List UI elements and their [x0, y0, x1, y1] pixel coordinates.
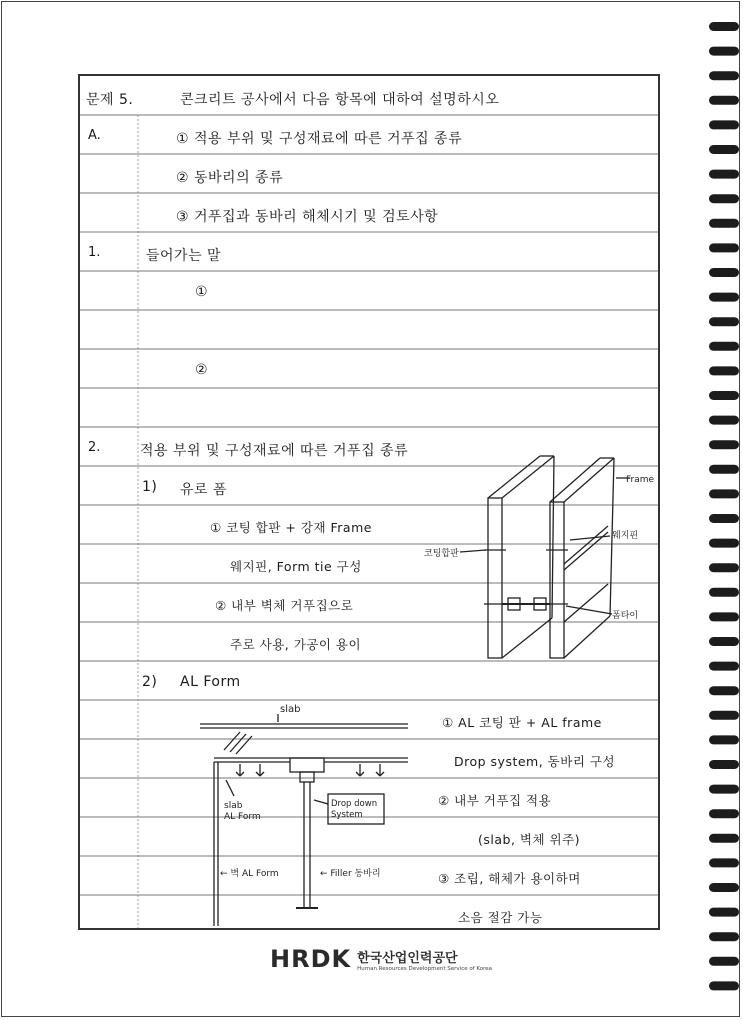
item-3: ③ 거푸집과 동바리 해체시기 및 검토사항 [176, 209, 439, 225]
section1-point-row-1 [80, 273, 658, 311]
spiral-coil [709, 785, 739, 794]
spiral-coil [709, 834, 739, 843]
spiral-coil [709, 366, 739, 375]
answer-row-2 [80, 156, 658, 194]
spiral-coil [709, 293, 739, 302]
label-drop-down: Drop down System [331, 799, 378, 820]
org-name-korean: 한국산업인력공단 [357, 950, 458, 966]
spiral-coil [709, 145, 739, 154]
section2-title: 적용 부위 및 구성재료에 따른 거푸집 종류 [140, 443, 409, 459]
spiral-coil [709, 858, 739, 867]
question-row [80, 78, 658, 116]
label-slab-al-form: slab AL Form [224, 801, 261, 822]
spiral-coil [709, 588, 739, 597]
spiral-coil [709, 22, 739, 31]
spiral-coil [709, 416, 739, 425]
spiral-coil [709, 908, 739, 917]
item-2: ② 동바리의 종류 [176, 170, 284, 186]
spiral-coil [709, 637, 739, 646]
section2-number: 2. [88, 440, 101, 455]
section1-point-row-2 [80, 351, 658, 389]
section1-number: 1. [88, 245, 101, 260]
spiral-coil [709, 219, 739, 228]
answer-row-1 [80, 117, 658, 155]
spiral-binding [705, 10, 741, 1010]
spiral-coil [709, 612, 739, 621]
label-coated-plywood: 코팅합판 [424, 549, 459, 559]
label-frame: Frame [626, 475, 655, 485]
spiral-coil [709, 342, 739, 351]
label-filler: ← Filler 동바리 [320, 869, 381, 879]
section1-point-1: ① [195, 284, 209, 300]
sub2-line-6: 소음 절감 가능 [458, 910, 543, 925]
spiral-coil [709, 96, 739, 105]
footer-logo [270, 944, 492, 974]
section1-title: 들어가는 말 [146, 248, 222, 264]
spiral-coil [709, 932, 739, 941]
question-label: 문제 5. [86, 92, 134, 108]
spiral-coil [709, 514, 739, 523]
spiral-coil [709, 317, 739, 326]
spiral-coil [709, 170, 739, 179]
org-name-block [357, 947, 492, 972]
spiral-coil [709, 883, 739, 892]
sub1-number: 1) [142, 479, 158, 495]
spiral-coil [709, 735, 739, 744]
spiral-coil [709, 809, 739, 818]
sub2-line-2: Drop system, 동바리 구성 [454, 754, 616, 769]
hrdk-logo: HRDK [270, 945, 352, 973]
sub2-line-3: ② 내부 거푸집 적용 [438, 793, 552, 808]
spiral-coil [709, 981, 739, 990]
spiral-coil [709, 194, 739, 203]
item-1: ① 적용 부위 및 구성재료에 따른 거푸집 종류 [176, 131, 463, 147]
al-form-sketch [200, 696, 440, 926]
spiral-coil [709, 489, 739, 498]
answer-row-3 [80, 195, 658, 233]
label-slab: slab [280, 704, 301, 715]
answer-sheet [78, 74, 660, 930]
spiral-coil [709, 391, 739, 400]
sub1-title: 유로 폼 [180, 482, 228, 498]
sub2-line-1: ① AL 코팅 판 + AL frame [442, 715, 602, 730]
org-name-english: Human Resources Development Service of Korea [357, 965, 493, 972]
spiral-coil [709, 440, 739, 449]
sub1-line-3: ② 내부 벽체 거푸집으로 [215, 598, 354, 613]
question-title: 콘크리트 공사에서 다음 항목에 대하여 설명하시오 [180, 92, 500, 108]
spiral-coil [709, 686, 739, 695]
label-wedge-pin: 웨지핀 [612, 531, 639, 541]
sub1-line-1: ① 코팅 합판 + 강재 Frame [210, 520, 372, 535]
spiral-coil [709, 711, 739, 720]
spiral-coil [709, 760, 739, 769]
label-form-tie: 폼타이 [612, 611, 639, 621]
euro-form-sketch [424, 444, 658, 664]
sub2-line-5: ③ 조립, 해체가 용이하며 [438, 871, 581, 886]
spiral-coil [709, 957, 739, 966]
spiral-coil [709, 120, 739, 129]
spiral-coil [709, 539, 739, 548]
sub2-number: 2) [142, 674, 158, 690]
sub2-title: AL Form [180, 674, 241, 690]
answer-marker: A. [88, 128, 101, 143]
section1-point-2: ② [195, 362, 209, 378]
section1-row [80, 234, 658, 272]
spiral-coil [709, 71, 739, 80]
spiral-coil [709, 465, 739, 474]
spiral-coil [709, 268, 739, 277]
label-wall-al-form: ← 벽 AL Form [220, 869, 279, 879]
spiral-coil [709, 563, 739, 572]
spiral-coil [709, 243, 739, 252]
spiral-coil [709, 47, 739, 56]
sub1-line-2: 웨지핀, Form tie 구성 [230, 559, 362, 574]
sub2-line-4: (slab, 벽체 위주) [478, 832, 581, 847]
spiral-coil [709, 662, 739, 671]
sub1-line-4: 주로 사용, 가공이 용이 [230, 637, 362, 652]
